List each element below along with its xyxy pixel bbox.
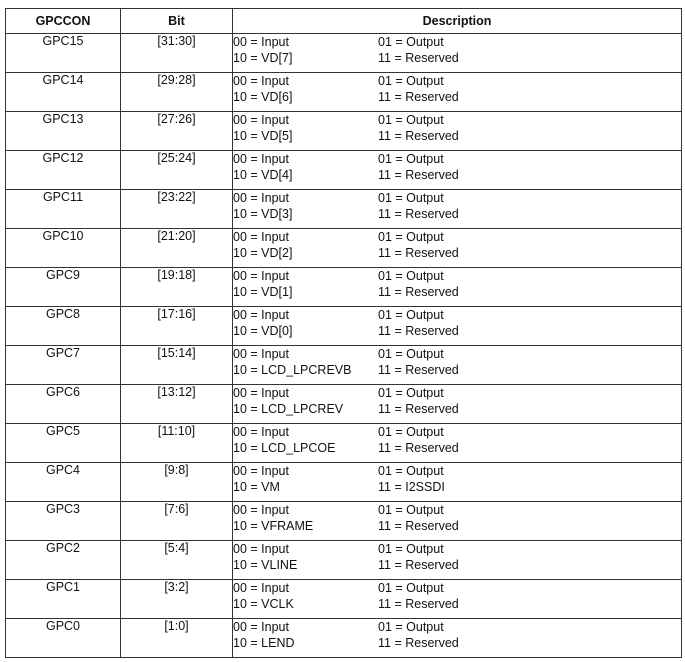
option-00: 00 = Input — [233, 386, 289, 400]
option-01: 01 = Output — [378, 503, 444, 517]
option-11: 11 = Reserved — [378, 324, 459, 338]
description-cell — [233, 229, 682, 268]
pin-name-cell: GPC10 — [6, 229, 121, 268]
table-row — [6, 385, 682, 424]
description-line-1 — [233, 346, 681, 362]
bit-range-cell: [25:24] — [121, 151, 233, 190]
description-cell — [233, 541, 682, 580]
description-line-2 — [233, 245, 681, 261]
pin-name-cell: GPC5 — [6, 424, 121, 463]
option-10: 10 = VM — [233, 480, 280, 494]
description-cell — [233, 619, 682, 658]
option-10: 10 = VCLK — [233, 597, 294, 611]
pin-name-cell: GPC15 — [6, 34, 121, 73]
description-cell — [233, 268, 682, 307]
option-01: 01 = Output — [378, 464, 444, 478]
table-row — [6, 190, 682, 229]
table-row — [6, 307, 682, 346]
description-line-2 — [233, 557, 681, 573]
description-line-2 — [233, 518, 681, 534]
option-01: 01 = Output — [378, 386, 444, 400]
option-11: 11 = Reserved — [378, 519, 459, 533]
option-00: 00 = Input — [233, 308, 289, 322]
table-row — [6, 502, 682, 541]
description-line-2 — [233, 635, 681, 651]
table-body — [6, 34, 682, 658]
gpccon-register-table — [5, 8, 682, 658]
description-cell — [233, 151, 682, 190]
table-row — [6, 73, 682, 112]
table-header — [6, 9, 682, 34]
header-row — [6, 9, 682, 34]
option-11: 11 = Reserved — [378, 402, 459, 416]
option-00: 00 = Input — [233, 191, 289, 205]
header-bit: Bit — [121, 9, 233, 34]
pin-name-cell: GPC1 — [6, 580, 121, 619]
description-cell — [233, 424, 682, 463]
description-line-1 — [233, 502, 681, 518]
bit-range-cell: [27:26] — [121, 112, 233, 151]
option-10: 10 = LCD_LPCOE — [233, 441, 336, 455]
option-11: 11 = Reserved — [378, 246, 459, 260]
description-cell — [233, 34, 682, 73]
pin-name-cell: GPC11 — [6, 190, 121, 229]
description-cell — [233, 73, 682, 112]
description-line-2 — [233, 362, 681, 378]
description-cell — [233, 385, 682, 424]
table-row — [6, 463, 682, 502]
option-01: 01 = Output — [378, 113, 444, 127]
description-cell — [233, 580, 682, 619]
option-01: 01 = Output — [378, 542, 444, 556]
bit-range-cell: [31:30] — [121, 34, 233, 73]
description-line-2 — [233, 284, 681, 300]
description-cell — [233, 502, 682, 541]
description-cell — [233, 307, 682, 346]
bit-range-cell: [7:6] — [121, 502, 233, 541]
pin-name-cell: GPC8 — [6, 307, 121, 346]
option-11: 11 = Reserved — [378, 558, 459, 572]
description-cell — [233, 463, 682, 502]
option-10: 10 = VLINE — [233, 558, 298, 572]
option-11: 11 = Reserved — [378, 168, 459, 182]
table-row — [6, 424, 682, 463]
pin-name-cell: GPC12 — [6, 151, 121, 190]
description-line-1 — [233, 385, 681, 401]
table-row — [6, 112, 682, 151]
option-11: 11 = Reserved — [378, 597, 459, 611]
description-line-1 — [233, 151, 681, 167]
option-11: 11 = Reserved — [378, 363, 459, 377]
option-10: 10 = VD[0] — [233, 324, 293, 338]
option-10: 10 = VD[1] — [233, 285, 293, 299]
pin-name-cell: GPC14 — [6, 73, 121, 112]
description-line-2 — [233, 440, 681, 456]
bit-range-cell: [17:16] — [121, 307, 233, 346]
bit-range-cell: [3:2] — [121, 580, 233, 619]
description-line-1 — [233, 268, 681, 284]
table-row — [6, 541, 682, 580]
option-10: 10 = LCD_LPCREVB — [233, 363, 352, 377]
option-10: 10 = VFRAME — [233, 519, 314, 533]
option-11: 11 = Reserved — [378, 207, 459, 221]
bit-range-cell: [15:14] — [121, 346, 233, 385]
description-cell — [233, 346, 682, 385]
description-line-1 — [233, 73, 681, 89]
option-01: 01 = Output — [378, 347, 444, 361]
option-00: 00 = Input — [233, 425, 289, 439]
description-line-1 — [233, 580, 681, 596]
description-line-1 — [233, 229, 681, 245]
pin-name-cell: GPC6 — [6, 385, 121, 424]
table-row — [6, 619, 682, 658]
description-line-1 — [233, 112, 681, 128]
option-11: 11 = Reserved — [378, 285, 459, 299]
option-11: 11 = I2SSDI — [378, 480, 445, 494]
description-line-2 — [233, 89, 681, 105]
bit-range-cell: [21:20] — [121, 229, 233, 268]
bit-range-cell: [29:28] — [121, 73, 233, 112]
option-00: 00 = Input — [233, 269, 289, 283]
option-00: 00 = Input — [233, 152, 289, 166]
option-00: 00 = Input — [233, 464, 289, 478]
bit-range-cell: [19:18] — [121, 268, 233, 307]
option-10: 10 = VD[4] — [233, 168, 293, 182]
bit-range-cell: [5:4] — [121, 541, 233, 580]
bit-range-cell: [11:10] — [121, 424, 233, 463]
option-10: 10 = LCD_LPCREV — [233, 402, 344, 416]
table-row — [6, 346, 682, 385]
option-00: 00 = Input — [233, 113, 289, 127]
description-cell — [233, 112, 682, 151]
option-01: 01 = Output — [378, 425, 444, 439]
table-row — [6, 229, 682, 268]
bit-range-cell: [23:22] — [121, 190, 233, 229]
description-line-1 — [233, 424, 681, 440]
option-11: 11 = Reserved — [378, 129, 459, 143]
option-00: 00 = Input — [233, 542, 289, 556]
option-00: 00 = Input — [233, 230, 289, 244]
header-gpccon: GPCCON — [6, 9, 121, 34]
pin-name-cell: GPC7 — [6, 346, 121, 385]
pin-name-cell: GPC13 — [6, 112, 121, 151]
option-01: 01 = Output — [378, 74, 444, 88]
option-01: 01 = Output — [378, 35, 444, 49]
option-11: 11 = Reserved — [378, 90, 459, 104]
option-10: 10 = LEND — [233, 636, 295, 650]
bit-range-cell: [1:0] — [121, 619, 233, 658]
description-line-1 — [233, 463, 681, 479]
option-10: 10 = VD[2] — [233, 246, 293, 260]
description-line-1 — [233, 190, 681, 206]
option-01: 01 = Output — [378, 620, 444, 634]
description-line-1 — [233, 619, 681, 635]
description-line-1 — [233, 541, 681, 557]
bit-range-cell: [13:12] — [121, 385, 233, 424]
table-row — [6, 34, 682, 73]
pin-name-cell: GPC0 — [6, 619, 121, 658]
description-line-2 — [233, 206, 681, 222]
description-line-2 — [233, 50, 681, 66]
option-10: 10 = VD[5] — [233, 129, 293, 143]
option-01: 01 = Output — [378, 308, 444, 322]
option-01: 01 = Output — [378, 581, 444, 595]
description-line-1 — [233, 34, 681, 50]
option-00: 00 = Input — [233, 35, 289, 49]
description-line-1 — [233, 307, 681, 323]
option-11: 11 = Reserved — [378, 441, 459, 455]
option-00: 00 = Input — [233, 74, 289, 88]
option-11: 11 = Reserved — [378, 51, 459, 65]
description-line-2 — [233, 596, 681, 612]
description-line-2 — [233, 479, 681, 495]
option-01: 01 = Output — [378, 191, 444, 205]
option-01: 01 = Output — [378, 230, 444, 244]
option-00: 00 = Input — [233, 620, 289, 634]
option-00: 00 = Input — [233, 347, 289, 361]
option-10: 10 = VD[6] — [233, 90, 293, 104]
description-line-2 — [233, 128, 681, 144]
table-row — [6, 580, 682, 619]
option-10: 10 = VD[3] — [233, 207, 293, 221]
pin-name-cell: GPC9 — [6, 268, 121, 307]
description-line-2 — [233, 323, 681, 339]
description-line-2 — [233, 167, 681, 183]
header-description: Description — [233, 9, 682, 34]
option-01: 01 = Output — [378, 152, 444, 166]
bit-range-cell: [9:8] — [121, 463, 233, 502]
option-00: 00 = Input — [233, 581, 289, 595]
pin-name-cell: GPC4 — [6, 463, 121, 502]
option-11: 11 = Reserved — [378, 636, 459, 650]
option-01: 01 = Output — [378, 269, 444, 283]
pin-name-cell: GPC3 — [6, 502, 121, 541]
table-row — [6, 151, 682, 190]
table-row — [6, 268, 682, 307]
option-00: 00 = Input — [233, 503, 289, 517]
description-cell — [233, 190, 682, 229]
option-10: 10 = VD[7] — [233, 51, 293, 65]
pin-name-cell: GPC2 — [6, 541, 121, 580]
description-line-2 — [233, 401, 681, 417]
